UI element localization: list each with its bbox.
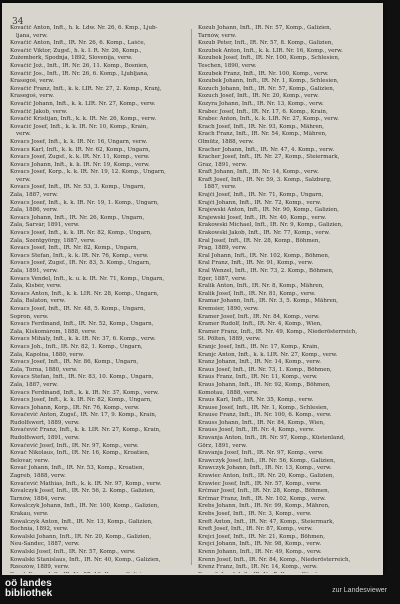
entry-line: Krčmar Josef, Inft., IR. Nr. 28, Komp., Böhmen, <box>198 488 330 495</box>
entry-line: Kovacs Joh., Inft., IR. Nr. 82, 1. Komp., Ungarn, <box>10 343 143 350</box>
entry-line: Kovacs Anton, Inft., k. k. LIR. Nr. 28, Komp., Ungarn, <box>10 290 159 297</box>
entry-line: Komotau, 1888, verw. <box>198 389 259 396</box>
entry-line: Kovacs Josef, Zugsf., k. k. IR. Nr. 11, Komp., verw. <box>10 154 150 161</box>
viewer-link[interactable]: zur Landesviewer <box>332 587 387 594</box>
entry-line: Kozubek Josef, Inft., IR. Nr. 100, Komp., Schlesien, <box>198 55 340 62</box>
entry-line: Kral Wenzel, Inft., IR. Nr. 73, 2. Komp., Böhmen, <box>198 268 334 274</box>
entry-line: Krajewski Josef, Inft., IR. Nr. 40, Komp., verw. <box>198 214 327 221</box>
entry-line: Kowalski Josef, Inft., IR. Nr. 57, Komp., verw. <box>10 548 136 555</box>
entry-line: Rzeszów, 1889, verw. <box>10 564 70 571</box>
entry-line: Kovacs Josef, Inft., k. k. IR. Nr. 82, Komp., Ungarn, <box>10 230 152 237</box>
entry-line: Kozubek Anton, Inft., k. k. LIR. Nr. 16, Komp., verw. <box>198 47 343 54</box>
entry-line: Zagreb, 1888, verw. <box>10 473 66 480</box>
entry-line: Kovacs Josef, Inft., IR. Nr. 48, 5. Komp., Ungarn, <box>10 305 146 312</box>
entry-line: Kovacs Johann, Korp., IR. Nr. 76, Komp., verw. <box>10 404 140 411</box>
entry-line: Kozyra Johann, Inft., IR. Nr. 13, Komp., verw. <box>198 100 324 107</box>
entry-line: Kovačič Jos., Inft., IR. Nr. 26, 6. Komp., Ljubljana, <box>10 70 149 77</box>
entry-line: Krawczyk Josef, Inft., IR. Nr. 56, Komp., Galizien, <box>198 457 336 464</box>
entry-line: Kralik Josef, Inft., IR. Nr. 81, Komp., verw. <box>198 290 316 297</box>
entry-line: Neu-Sandec, 1887, verw. <box>10 541 80 548</box>
entry-line: Kranjc Anton, Inft., k. k. LIR. Nr. 27, Komp., verw. <box>198 351 338 358</box>
entry-line: Zala, Torna, 1880, verw. <box>10 366 78 373</box>
entry-line: Zala, 1887, verw. <box>10 192 58 199</box>
entry-line: Graz, 1891, verw. <box>198 161 247 168</box>
entry-line: Krejci Josef, Inft., IR. Nr. 21, Komp., Böhmen, <box>198 533 325 540</box>
entry-line: Kovacs Josef, Inft., IR. Nr. 86, Komp., Ungarn, <box>10 359 139 366</box>
entry-line: Teschen, 1890, verw. <box>198 62 257 69</box>
entry-line: Kreft Josef, Inft., IR. Nr. 87, Komp., verw. <box>198 526 313 533</box>
library-logo <box>5 579 52 599</box>
entry-line: Kovačevič Franz, Inft., k. k. LIR. Nr. 27, Komp., Krain, <box>10 427 161 434</box>
entry-line: Kravanja Josef, Inft., IR. Nr. 97, Komp., verw. <box>198 450 324 457</box>
entry-line: Žužemberk, Spodnja, 1892, Slovenija, verw. <box>10 55 133 62</box>
entry-line: Kral Josef, Inft., IR. Nr. 28, Komp., Böhmen, <box>198 237 321 244</box>
entry-line: Krejci Johann, Inft., IR. Nr. 98, Komp., verw. <box>198 541 322 548</box>
page-number: 34 <box>12 17 24 27</box>
entry-line: Krajči Johann, Inft., IR. Nr. 72, Komp., verw. <box>198 199 322 206</box>
entry-line: Zala, 1887, verw. <box>10 381 58 388</box>
right-column <box>198 25 370 573</box>
entry-line: Kovačevič Josef, Inft., IR. Nr. 97, Komp., verw. <box>10 442 139 449</box>
entry-line: Kowalski Johann, Inft., IR. Nr. 20, Komp., Galizien, <box>10 533 152 540</box>
entry-line: Krasegoš, verw. <box>10 78 55 85</box>
entry-line: Tarnów, 1884, verw. <box>10 495 66 502</box>
entry-line: Kovacs Josef, Korp., k. k. IR. Nr. 19, 12. Komp., Ungarn, <box>10 169 166 176</box>
entry-line: Kramar Johann, Inft., IR. Nr. 3, 5. Komp., Mähren, <box>198 298 339 305</box>
entry-line: Eger, 1887, verw. <box>198 275 247 282</box>
entry-line: Krenn Johann, Inft., IR. Nr. 49, Komp., verw. <box>198 548 322 555</box>
entry-line: Kovačič Viktor, Zugsf., h. k. I. R. Nr. 26, Komp., <box>10 47 142 54</box>
entry-line: Kozub Peter, Inft., IR. Nr. 57, 8. Komp., Galizien, <box>198 40 334 47</box>
entry-line: Kovačič Anton, Inft., h. k. Ldw. Nr. 26, 6. Kmp., Ljub- <box>10 25 158 31</box>
entry-line: Zala, Sarvár, 1891, verw. <box>10 222 80 229</box>
entry-line: Kovačič Franz, Inft., k. k. LIR. Nr. 27, 2. Komp., Kranj, <box>10 85 162 92</box>
entry-line: verw. <box>16 131 31 138</box>
entry-line: Krenz Franz, Inft., IR. Nr. 14, Komp., verw. <box>198 564 318 571</box>
entry-line: Kozubek Johann, Inft., IR. Nr. 1, Komp., Schlesien, <box>198 78 339 85</box>
entry-line: Olmütz, 1888, verw. <box>198 138 254 145</box>
logo-line-1: oö landes <box>5 578 52 589</box>
entry-line: Kovačevič Mathias, Inft., k. k. IR. Nr. 97, Komp., verw. <box>10 480 162 487</box>
entry-line: Kovač Johann, Inft., IR. Nr. 53, Komp., Kroatien, <box>10 465 145 472</box>
entry-line: Kovačič Anton, Inft., IR. Nr. 26, 6. Komp., Lašče, <box>10 40 146 47</box>
entry-line: Kovacs Josef, Inft., k. k. IR. Nr. 19, 1. Komp., Ungarn, <box>10 199 159 206</box>
entry-line: Kraft Josef, Inft., IR. Nr. 59, 3. Komp., Salzburg, <box>198 176 332 183</box>
entry-line: Krebs Johann, Inft., IR. Nr. 99, Komp., Mähren, <box>198 503 330 510</box>
entry-line: Krčmar Franz, Inft., IR. Nr. 102, Komp., verw. <box>198 495 326 502</box>
entry-line: Kravanja Anton, Inft., IR. Nr. 97, Komp., Küstenland, <box>198 435 346 442</box>
entry-line: Kramer Josef, Inft., IR. Nr. 84, Komp., verw. <box>198 313 320 320</box>
entry-line: Kovacs Stefan, Inft., k. k. IR. Nr. 76, Komp., verw. <box>10 252 149 259</box>
entry-line: Kovacs Stefan, Inft., IR. Nr. 83, 10. Komp., Ungarn, <box>10 374 154 381</box>
entry-line: Kovačevič Anton, Zugsf., IR. Nr. 17, 9. Komp., Krain, <box>10 412 157 419</box>
entry-line: Belovar, verw. <box>10 457 50 464</box>
entry-line: Krawczyk Johann, Inft., IR. Nr. 13, Komp., verw. <box>198 465 332 472</box>
entry-line: Kovačič Kristijan, Inft., k. k. IR. Nr. 26, Komp., verw. <box>10 116 157 123</box>
entry-line: Görz, 1891, verw. <box>198 442 248 449</box>
entry-line: Kovacs Mihály, Inft., k. k. IR. Nr. 37, 6. Komp., verw. <box>10 336 156 343</box>
entry-line: Krabec Anton, Inft., k. k. LIR. Nr. 27, Komp., verw. <box>198 116 339 123</box>
entry-line: Kowalczyk Anton, Inft., IR. Nr. 13, Komp., Galizien, <box>10 518 153 525</box>
entry-line: 1887, verw. <box>204 184 237 191</box>
entry-line: Kraft Johann, Inft., IR. Nr. 14, Komp., verw. <box>198 169 319 176</box>
entry-line: Kozuch Johann, Inft., IR. Nr. 57, Komp., Galizien, <box>198 85 335 92</box>
entry-line: Krach Josef, Inft., IR. Nr. 93, Komp., Mähren, <box>198 123 325 130</box>
entry-line: Kovačič Jož., Inft., IR. Nr. 26, 11. Komp., Bosnien, <box>10 62 149 69</box>
entry-line: Krebs Josef, Inft., IR. Nr. 3, Komp., verw. <box>198 511 312 517</box>
entry-line: Kranz Johann, Inft., IR. Nr. 14, Komp., verw. <box>198 359 322 366</box>
entry-line: Kral Johann, Inft., IR. Nr. 102, Komp., Böhmen, <box>198 252 330 259</box>
entry-line: Kovalczyk Josef, Inft., IR. Nr. 56, 2. Komp., Galizien, <box>10 488 156 495</box>
entry-line: Kraus Johann, Inft., IR. Nr. 92, Komp., Böhmen, <box>198 381 331 388</box>
entry-line: Zala, Kapolna, 1880, verw. <box>10 351 85 358</box>
entry-line: Kovacs Josef, Inft., IR. Nr. 82, Komp., Ungarn, <box>10 245 139 252</box>
entry-line: Kovacs Karl, Inft., k. k. IR. Nr. 62, Komp., Ungarn, <box>10 146 151 153</box>
entry-line: Kovacs Josef, Inft., k. k. IR. Nr. 82, Komp., Ungarn, <box>10 397 152 404</box>
entry-line: Kremsier, 1890, verw. <box>198 305 259 312</box>
entry-line: Kraus Karl, Inft., IR. Nr. 35, Komp., verw. <box>198 397 314 404</box>
entry-line: Kovacs Josef, Zugsf., IR. Nr. 83, 5. Komp., Ungarn, <box>10 260 151 267</box>
entry-line: Kozubek Franz, Inft., IR. Nr. 100, Komp., verw. <box>198 70 329 77</box>
entry-line: Kraus Josef, Inft., IR. Nr. 73, 1. Komp., Böhmen, <box>198 366 332 373</box>
entry-line: Bochnia, 1892, verw. <box>10 526 69 533</box>
entry-line: Kramer Franz, Inft., IR. Nr. 49, Komp., Niederösterreich, <box>198 328 358 335</box>
entry-line: Krach Franz, Inft., IR. Nr. 54, Komp., Mähren, <box>198 131 327 138</box>
entry-line: Zala, Szentgyörgy, 1887, verw. <box>10 237 96 244</box>
entry-line: Krajči Josef, Inft., IR. Nr. 71, Komp., Ungarn, <box>198 192 324 199</box>
entry-line: Krakowski Michael, Inft., IR. Nr. 9, Komp., Galizien, <box>198 222 343 229</box>
entry-line: Kozub Johann, Inft., IR. Nr. 57, Komp., Galizien, <box>198 25 332 31</box>
entry-line: Kovacs Josef, Inft., k. k. IR. Nr. 16, Ungarn, verw. <box>10 138 148 145</box>
entry-line: Zala, Kisbér, verw. <box>10 283 62 290</box>
entry-line: Krauss Johann, Inft., IR. Nr. 84, Komp., Wien, <box>198 419 325 426</box>
entry-line: Zala, 1886, verw. <box>10 207 58 214</box>
entry-line <box>198 572 370 573</box>
entry-line: Krabec Josef, Inft., IR. Nr. 17, 6. Komp., Krain, <box>198 108 328 115</box>
entry-line: Krawiec Josef, Inft., IR. Nr. 57, Komp., verw. <box>198 480 322 487</box>
entry-line: Krawiec Anton, Inft., IR. Nr. 20, Komp., Galizien, <box>198 473 335 480</box>
entry-line: Sopron, verw. <box>10 313 49 320</box>
entry-line: Kramer Rudolf, Inft., IR. Nr. 4, Komp., Wien, <box>198 321 322 328</box>
entry-line: Kovacs Johann, Inft., IR. Nr. 26, Komp., Ungarn, <box>10 214 145 221</box>
entry-line: Kraus Franz, Inft., IR. Nr. 11, Komp., verw. <box>198 374 318 381</box>
entry-line: Krakau, verw. <box>10 511 49 517</box>
entry-line: Rudolfswert, 1891, verw. <box>10 435 80 442</box>
entry-line: Kovacs Ferdinand, Inft., k. k. IR. Nr. 37, Komp., verw. <box>10 389 159 396</box>
entry-line: Prag, 1889, verw. <box>198 245 247 252</box>
left-column <box>10 25 182 573</box>
entry-line: Kranjc Josef, Inft., IR. Nr. 17, Komp., Krain, <box>198 343 320 350</box>
entry-line: verw. <box>16 176 31 183</box>
entry-line: Kovacs Ferdinand, Inft., IR. Nr. 52, Komp., Ungarn, <box>10 321 154 328</box>
column-divider <box>191 29 192 565</box>
entry-line: Tarnów, verw. <box>198 32 237 39</box>
entry-line: Rudolfswert, 1889, verw. <box>10 419 80 426</box>
entry-line: Kozuch Josef, Inft., IR. Nr. 20, Komp., verw. <box>198 93 319 100</box>
entry-line: Krakowski Jakob, Inft., IR. Nr. 77, Komp., verw. <box>198 230 331 237</box>
entry-line: Kral Franz, Inft., IR. Nr. 91, Komp., verw. <box>198 260 314 267</box>
entry-line: Kovačič Johann, Inft., k. k. LIR. Nr. 27, Komp., verw. <box>10 100 156 107</box>
entry-line: Krause Franz, Inft., IR. Nr. 100, 6. Komp., verw. <box>198 412 332 419</box>
entry-line: ljana, verw. <box>16 32 48 39</box>
logo-line-2: bibliothek <box>5 588 53 599</box>
entry-line: Kowalski Stanislaus, Inft., IR. Nr. 40, Komp., Galizien, <box>10 556 161 563</box>
entry-line: Kovač Nikolaus, Inft., IR. Nr. 16, Komp., Kroatien, <box>10 450 150 457</box>
entry-line: Zala, 1891, verw. <box>10 268 58 274</box>
entry-line: Krauss Josef, Inft., IR. Nr. 4, Komp., verw. <box>198 427 315 434</box>
entry-line: Kovačič Jakob, verw. <box>10 108 68 115</box>
entry-line: Kowalczyk Johann, Inft., IR. Nr. 100, Komp., Galizien, <box>10 503 160 510</box>
entry-line: Zala, Kiskomárom, 1888, verw. <box>10 328 97 335</box>
entry-line: Zala, Balaton, verw. <box>10 298 66 305</box>
entry-line: Krenn Josef, Inft., IR. Nr. 84, Komp., Niederösterreich, <box>198 556 351 563</box>
entry-line: Kovacs Vendel, Inft., k. u. k. IR. Nr. 71, Komp., Ungarn, <box>10 275 165 282</box>
entry-line: St. Pölten, 1889, verw. <box>198 336 261 343</box>
entry-line <box>10 572 182 573</box>
entry-line: Kracher Johann, Inft., IR. Nr. 47, 4. Komp., verw. <box>198 146 335 153</box>
entry-line: Kracher Josef, Inft., IR. Nr. 27, Komp., Steiermark, <box>198 154 340 161</box>
entry-line: Kovacs Josef, Inft., IR. Nr. 53, 3. Komp., Ungarn, <box>10 184 146 191</box>
entry-line: Kovačič Josef, Inft., k. k. IR. Nr. 10, Komp., Krain, <box>10 123 149 130</box>
entry-line: Krause Josef, Inft., IR. Nr. 1, Komp., Schlesien, <box>198 404 329 411</box>
entry-line: Kreft Anton, Inft., IR. Nr. 47, Komp., Steiermark, <box>198 518 335 525</box>
entry-line: Krasegoš, verw. <box>10 93 55 100</box>
entry-line: Krajewski Anton, Inft., IR. Nr. 90, Komp., Galizien, <box>198 207 339 214</box>
entry-line: Kralik Anton, Inft., IR. Nr. 8, Komp., Mähren, <box>198 283 324 290</box>
scanned-page <box>2 3 383 575</box>
entry-line: Kovacs Johann, Inft., k. k. IR. Nr. 19, Komp., verw. <box>10 161 150 168</box>
